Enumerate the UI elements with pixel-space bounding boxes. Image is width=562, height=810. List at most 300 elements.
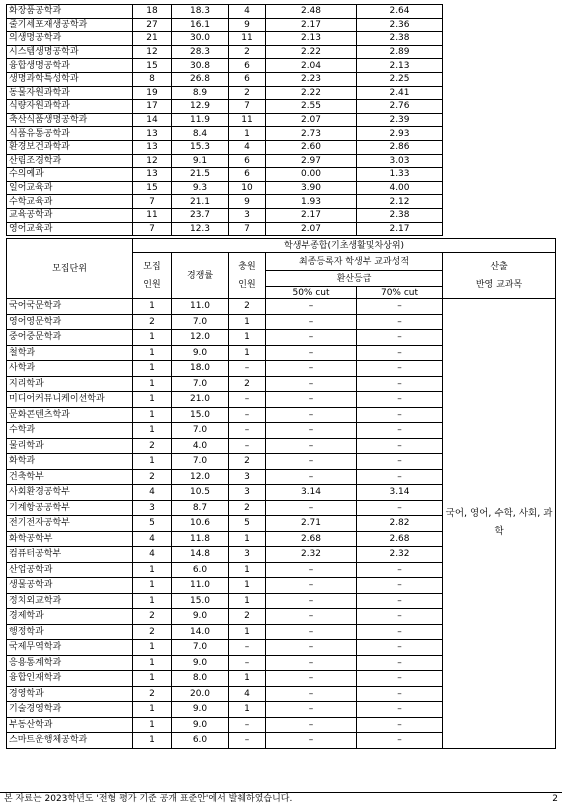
competition-rate: 10.6: [172, 516, 229, 532]
competition-rate: 9.0: [172, 345, 229, 361]
competition-rate: 21.1: [172, 195, 229, 209]
quota: 2: [133, 469, 172, 485]
unit-name: 철학과: [7, 345, 133, 361]
additional-admits: 1: [229, 314, 266, 330]
cut-50: –: [266, 392, 357, 408]
unit-name: 융합인재학과: [7, 671, 133, 687]
competition-rate: 12.9: [172, 100, 229, 114]
unit-name: 스마트운행체공학과: [7, 733, 133, 749]
header-fill: 충원 인원: [229, 253, 266, 299]
competition-rate: 7.0: [172, 376, 229, 392]
quota: 1: [133, 593, 172, 609]
competition-rate: 8.7: [172, 500, 229, 516]
cut-70: 3.14: [357, 485, 443, 501]
unit-name: 일어교육과: [7, 181, 133, 195]
unit-name: 컴퓨터공학부: [7, 547, 133, 563]
cut-50: –: [266, 500, 357, 516]
empty-cell: [443, 127, 556, 141]
unit-name: 중어중문학과: [7, 330, 133, 346]
table-row: [7, 168, 556, 182]
unit-name: 산림조경학과: [7, 154, 133, 168]
additional-admits: –: [229, 438, 266, 454]
cut-70: –: [357, 733, 443, 749]
competition-rate: 21.5: [172, 168, 229, 182]
quota: 19: [133, 86, 172, 100]
competition-rate: 12.0: [172, 330, 229, 346]
cut-50: –: [266, 562, 357, 578]
cut-70: –: [357, 407, 443, 423]
cut-50: 2.13: [266, 32, 357, 46]
quota: 13: [133, 168, 172, 182]
unit-name: 융합생명공학과: [7, 59, 133, 73]
cut-50: –: [266, 423, 357, 439]
quota: 1: [133, 345, 172, 361]
cut-50: –: [266, 299, 357, 315]
cut-50: 2.07: [266, 113, 357, 127]
competition-rate: 7.0: [172, 640, 229, 656]
footer: [0, 792, 562, 804]
unit-name: 물리학과: [7, 438, 133, 454]
cut-70: –: [357, 609, 443, 625]
quota: 4: [133, 485, 172, 501]
additional-admits: 6: [229, 72, 266, 86]
header-final: 최종등록자 학생부 교과성적: [266, 253, 443, 271]
cut-50: 2.22: [266, 86, 357, 100]
cut-50: –: [266, 671, 357, 687]
cut-70: 2.38: [357, 208, 443, 222]
quota: 13: [133, 140, 172, 154]
table-row: [7, 195, 556, 209]
empty-cell: [443, 208, 556, 222]
unit-name: 사학과: [7, 361, 133, 377]
cut-70: 2.32: [357, 547, 443, 563]
quota: 1: [133, 407, 172, 423]
additional-admits: 3: [229, 485, 266, 501]
cut-70: 2.76: [357, 100, 443, 114]
additional-admits: 4: [229, 686, 266, 702]
unit-name: 영어영문학과: [7, 314, 133, 330]
quota: 1: [133, 330, 172, 346]
quota: 18: [133, 5, 172, 19]
cut-70: 2.12: [357, 195, 443, 209]
additional-admits: 1: [229, 127, 266, 141]
competition-rate: 8.0: [172, 671, 229, 687]
additional-admits: 6: [229, 168, 266, 182]
additional-admits: 2: [229, 500, 266, 516]
unit-name: 기술경영학과: [7, 702, 133, 718]
quota: 1: [133, 640, 172, 656]
empty-cell: [443, 18, 556, 32]
cut-70: –: [357, 671, 443, 687]
competition-rate: 21.0: [172, 392, 229, 408]
cut-70: –: [357, 578, 443, 594]
header-converted: 환산등급: [266, 271, 443, 287]
quota: 13: [133, 127, 172, 141]
unit-name: 산업공학과: [7, 562, 133, 578]
cut-70: –: [357, 702, 443, 718]
table-row: [7, 72, 556, 86]
cut-50: 2.07: [266, 222, 357, 236]
quota: 1: [133, 655, 172, 671]
competition-rate: 18.0: [172, 361, 229, 377]
unit-name: 문화콘텐츠학과: [7, 407, 133, 423]
cut-50: 2.48: [266, 5, 357, 19]
competition-rate: 11.0: [172, 578, 229, 594]
cut-70: –: [357, 469, 443, 485]
unit-name: 줄기세포재생공학과: [7, 18, 133, 32]
competition-rate: 12.0: [172, 469, 229, 485]
cut-50: –: [266, 593, 357, 609]
competition-rate: 14.8: [172, 547, 229, 563]
competition-rate: 4.0: [172, 438, 229, 454]
empty-cell: [443, 59, 556, 73]
cut-70: 2.93: [357, 127, 443, 141]
additional-admits: –: [229, 407, 266, 423]
cut-50: –: [266, 454, 357, 470]
admission-results-table: [6, 238, 556, 749]
unit-name: 수학교육과: [7, 195, 133, 209]
competition-rate: 9.0: [172, 609, 229, 625]
additional-admits: 11: [229, 32, 266, 46]
competition-rate: 9.0: [172, 655, 229, 671]
additional-admits: 1: [229, 702, 266, 718]
empty-cell: [443, 45, 556, 59]
quota: 2: [133, 624, 172, 640]
quota: 4: [133, 547, 172, 563]
top-results-table: [6, 4, 556, 236]
cut-50: 0.00: [266, 168, 357, 182]
additional-admits: 4: [229, 140, 266, 154]
competition-rate: 11.0: [172, 299, 229, 315]
cut-50: 2.32: [266, 547, 357, 563]
quota: 1: [133, 578, 172, 594]
competition-rate: 11.8: [172, 531, 229, 547]
cut-70: –: [357, 624, 443, 640]
quota: 1: [133, 423, 172, 439]
quota: 2: [133, 314, 172, 330]
empty-cell: [443, 32, 556, 46]
table-row: [7, 222, 556, 236]
quota: 15: [133, 59, 172, 73]
additional-admits: 4: [229, 5, 266, 19]
cut-70: 2.68: [357, 531, 443, 547]
table-row: [7, 100, 556, 114]
cut-50: –: [266, 686, 357, 702]
competition-rate: 18.3: [172, 5, 229, 19]
cut-70: –: [357, 438, 443, 454]
quota: 1: [133, 717, 172, 733]
competition-rate: 6.0: [172, 562, 229, 578]
table-row: [7, 113, 556, 127]
quota: 8: [133, 72, 172, 86]
unit-name: 경영학과: [7, 686, 133, 702]
competition-rate: 15.0: [172, 593, 229, 609]
additional-admits: –: [229, 655, 266, 671]
additional-admits: 2: [229, 299, 266, 315]
cut-50: –: [266, 578, 357, 594]
cut-70: 2.89: [357, 45, 443, 59]
unit-name: 생명과학특성학과: [7, 72, 133, 86]
cut-70: –: [357, 500, 443, 516]
cut-70: 2.17: [357, 222, 443, 236]
cut-50: 2.71: [266, 516, 357, 532]
unit-name: 생물공학과: [7, 578, 133, 594]
additional-admits: 2: [229, 86, 266, 100]
competition-rate: 9.0: [172, 702, 229, 718]
empty-cell: [443, 86, 556, 100]
cut-70: –: [357, 593, 443, 609]
additional-admits: 11: [229, 113, 266, 127]
competition-rate: 30.0: [172, 32, 229, 46]
unit-name: 미디어커뮤니케이션학과: [7, 392, 133, 408]
cut-70: –: [357, 640, 443, 656]
cut-50: 2.73: [266, 127, 357, 141]
additional-admits: 6: [229, 59, 266, 73]
competition-rate: 23.7: [172, 208, 229, 222]
empty-cell: [443, 195, 556, 209]
competition-rate: 11.9: [172, 113, 229, 127]
cut-50: 2.68: [266, 531, 357, 547]
cut-50: –: [266, 330, 357, 346]
page-number: 2: [552, 794, 558, 804]
additional-admits: 7: [229, 222, 266, 236]
quota: 21: [133, 32, 172, 46]
unit-name: 화학공학부: [7, 531, 133, 547]
additional-admits: 3: [229, 208, 266, 222]
cut-70: –: [357, 345, 443, 361]
empty-cell: [443, 168, 556, 182]
cut-70: 2.36: [357, 18, 443, 32]
empty-cell: [443, 100, 556, 114]
quota: 14: [133, 113, 172, 127]
header-rate: 경쟁률: [172, 253, 229, 299]
quota: 7: [133, 222, 172, 236]
empty-cell: [443, 140, 556, 154]
additional-admits: 1: [229, 671, 266, 687]
cut-70: –: [357, 392, 443, 408]
additional-admits: 1: [229, 562, 266, 578]
quota: 1: [133, 376, 172, 392]
empty-cell: [443, 72, 556, 86]
cut-50: 1.93: [266, 195, 357, 209]
cut-50: –: [266, 314, 357, 330]
competition-rate: 14.0: [172, 624, 229, 640]
quota: 5: [133, 516, 172, 532]
reflected-subjects: 국어, 영어, 수학, 사회, 과학: [443, 299, 556, 749]
competition-rate: 6.0: [172, 733, 229, 749]
quota: 11: [133, 208, 172, 222]
quota: 1: [133, 733, 172, 749]
cut-70: 2.25: [357, 72, 443, 86]
competition-rate: 15.3: [172, 140, 229, 154]
additional-admits: –: [229, 423, 266, 439]
unit-name: 교육공학과: [7, 208, 133, 222]
table-row: [7, 127, 556, 141]
competition-rate: 7.0: [172, 454, 229, 470]
unit-name: 경제학과: [7, 609, 133, 625]
additional-admits: 7: [229, 100, 266, 114]
table-row: [7, 208, 556, 222]
quota: 12: [133, 45, 172, 59]
cut-50: –: [266, 469, 357, 485]
unit-name: 시스템생명공학과: [7, 45, 133, 59]
quota: 1: [133, 392, 172, 408]
quota: 12: [133, 154, 172, 168]
quota: 1: [133, 454, 172, 470]
unit-name: 국제무역학과: [7, 640, 133, 656]
cut-70: –: [357, 717, 443, 733]
unit-name: 동물자원과학과: [7, 86, 133, 100]
footer-note: 본 자료는 2023학년도 '전형 평가 기준 공개 표준안'에서 발췌하였습니다.: [4, 794, 293, 804]
competition-rate: 8.4: [172, 127, 229, 141]
table-row: [7, 86, 556, 100]
competition-rate: 16.1: [172, 18, 229, 32]
table-row: [7, 45, 556, 59]
table-row: [7, 154, 556, 168]
cut-50: –: [266, 717, 357, 733]
unit-name: 식품유통공학과: [7, 127, 133, 141]
cut-70: 2.39: [357, 113, 443, 127]
empty-cell: [443, 154, 556, 168]
cut-50: –: [266, 345, 357, 361]
additional-admits: 3: [229, 469, 266, 485]
empty-cell: [443, 5, 556, 19]
cut-50: –: [266, 438, 357, 454]
unit-name: 건축학부: [7, 469, 133, 485]
unit-name: 응용통계학과: [7, 655, 133, 671]
quota: 2: [133, 609, 172, 625]
additional-admits: 6: [229, 154, 266, 168]
additional-admits: 1: [229, 345, 266, 361]
cut-50: –: [266, 702, 357, 718]
cut-50: 2.04: [266, 59, 357, 73]
competition-rate: 7.0: [172, 423, 229, 439]
cut-70: –: [357, 330, 443, 346]
unit-name: 지리학과: [7, 376, 133, 392]
unit-name: 의생명공학과: [7, 32, 133, 46]
table-row: [7, 18, 556, 32]
quota: 2: [133, 686, 172, 702]
empty-cell: [443, 113, 556, 127]
cut-70: 2.41: [357, 86, 443, 100]
cut-70: 2.13: [357, 59, 443, 73]
cut-50: 3.90: [266, 181, 357, 195]
empty-cell: [443, 181, 556, 195]
cut-50: –: [266, 733, 357, 749]
cut-70: –: [357, 299, 443, 315]
additional-admits: –: [229, 733, 266, 749]
additional-admits: 1: [229, 531, 266, 547]
additional-admits: 3: [229, 547, 266, 563]
cut-50: 2.22: [266, 45, 357, 59]
cut-50: –: [266, 361, 357, 377]
cut-70: –: [357, 376, 443, 392]
unit-name: 환경보건과학과: [7, 140, 133, 154]
cut-50: –: [266, 640, 357, 656]
unit-name: 축산식품생명공학과: [7, 113, 133, 127]
header-group: 학생부종합(기초생활및차상위): [133, 239, 556, 253]
quota: 1: [133, 361, 172, 377]
unit-name: 기계항공공학부: [7, 500, 133, 516]
additional-admits: 1: [229, 624, 266, 640]
cut-70: 1.33: [357, 168, 443, 182]
unit-name: 식량자원과학과: [7, 100, 133, 114]
quota: 2: [133, 438, 172, 454]
unit-name: 행정학과: [7, 624, 133, 640]
table-row: [7, 32, 556, 46]
cut-50: –: [266, 376, 357, 392]
header-subjects: 산출 반영 교과목: [443, 253, 556, 299]
quota: 1: [133, 562, 172, 578]
cut-70: 2.82: [357, 516, 443, 532]
quota: 27: [133, 18, 172, 32]
additional-admits: 10: [229, 181, 266, 195]
cut-50: 2.55: [266, 100, 357, 114]
quota: 1: [133, 299, 172, 315]
cut-70: 2.86: [357, 140, 443, 154]
additional-admits: –: [229, 717, 266, 733]
competition-rate: 7.0: [172, 314, 229, 330]
header-70-cut: 70% cut: [357, 287, 443, 299]
cut-70: 2.38: [357, 32, 443, 46]
cut-50: 3.14: [266, 485, 357, 501]
competition-rate: 9.1: [172, 154, 229, 168]
additional-admits: –: [229, 392, 266, 408]
header-quota: 모집 인원: [133, 253, 172, 299]
additional-admits: 9: [229, 195, 266, 209]
unit-name: 화장품공학과: [7, 5, 133, 19]
additional-admits: 2: [229, 454, 266, 470]
header-50-cut: 50% cut: [266, 287, 357, 299]
empty-cell: [443, 222, 556, 236]
quota: 4: [133, 531, 172, 547]
unit-name: 사회환경공학부: [7, 485, 133, 501]
additional-admits: 1: [229, 578, 266, 594]
quota: 7: [133, 195, 172, 209]
additional-admits: 9: [229, 18, 266, 32]
table-row: [7, 140, 556, 154]
additional-admits: 1: [229, 593, 266, 609]
competition-rate: 28.3: [172, 45, 229, 59]
cut-70: –: [357, 686, 443, 702]
unit-name: 국어국문학과: [7, 299, 133, 315]
competition-rate: 20.0: [172, 686, 229, 702]
table-row: [7, 181, 556, 195]
additional-admits: –: [229, 361, 266, 377]
cut-70: –: [357, 655, 443, 671]
competition-rate: 12.3: [172, 222, 229, 236]
additional-admits: –: [229, 640, 266, 656]
quota: 1: [133, 702, 172, 718]
cut-70: 4.00: [357, 181, 443, 195]
table-row: [7, 5, 556, 19]
quota: 15: [133, 181, 172, 195]
cut-50: 2.17: [266, 208, 357, 222]
cut-70: 3.03: [357, 154, 443, 168]
competition-rate: 26.8: [172, 72, 229, 86]
quota: 17: [133, 100, 172, 114]
table-row: [7, 59, 556, 73]
cut-70: –: [357, 454, 443, 470]
quota: 3: [133, 500, 172, 516]
cut-50: –: [266, 655, 357, 671]
unit-name: 화학과: [7, 454, 133, 470]
unit-name: 정치외교학과: [7, 593, 133, 609]
quota: 1: [133, 671, 172, 687]
cut-50: –: [266, 624, 357, 640]
cut-50: 2.97: [266, 154, 357, 168]
header-unit: 모집단위: [7, 239, 133, 299]
